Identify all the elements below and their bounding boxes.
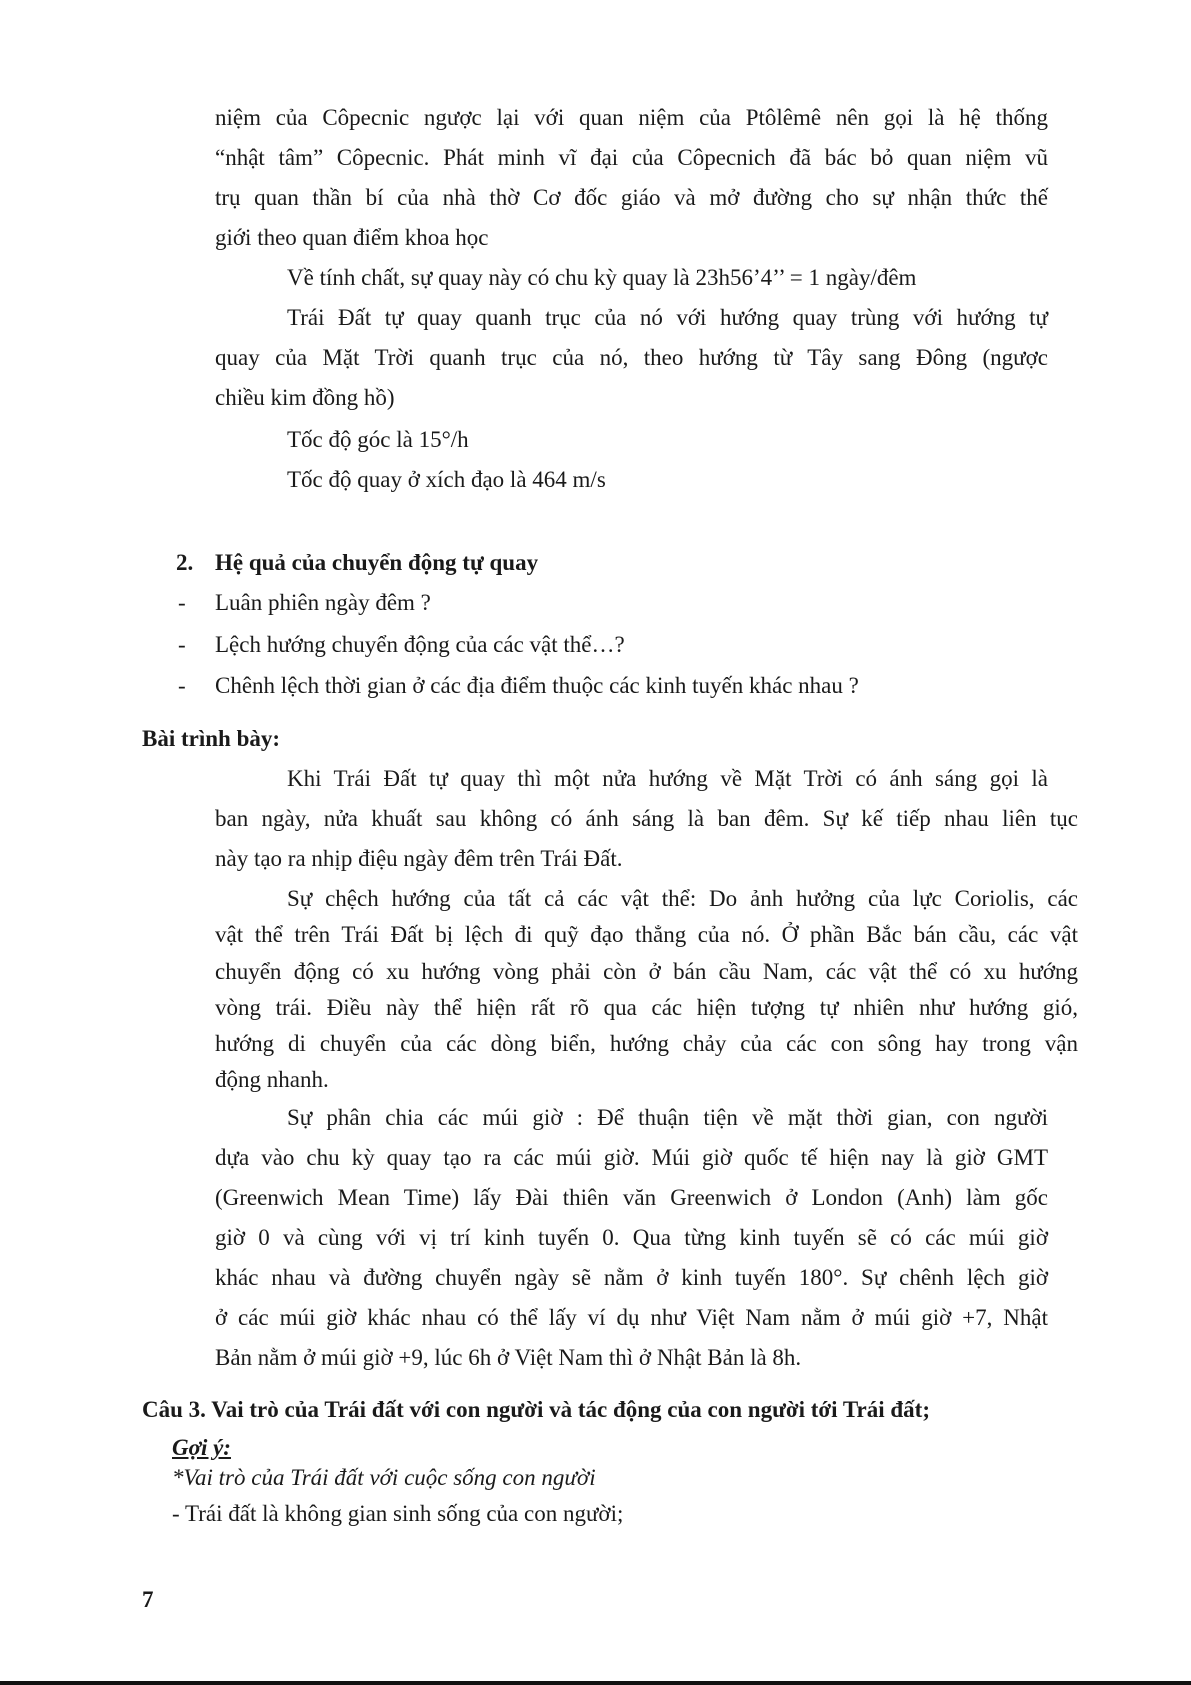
text-line: vật thể trên Trái Đất bị lệch đi quỹ đạo thẳng của nó. Ở phần Bắc bán cầu, các vật bbox=[215, 922, 1078, 947]
text-line: niệm của Côpecnic ngược lại với quan niệm của Ptôlêmê nên gọi là hệ thống bbox=[215, 105, 1048, 130]
text-line: này tạo ra nhịp điệu ngày đêm trên Trái Đất. bbox=[215, 846, 623, 871]
role-heading: *Vai trò của Trái đất với cuộc sống con người bbox=[172, 1465, 596, 1490]
text-line: Bản nằm ở múi giờ +9, lúc 6h ở Việt Nam thì ở Nhật Bản là 8h. bbox=[215, 1345, 802, 1370]
text-line: động nhanh. bbox=[215, 1067, 329, 1092]
text-line: quay của Mặt Trời quanh trục của nó, theo hướng từ Tây sang Đông (ngược bbox=[215, 345, 1048, 370]
text-line: dựa vào chu kỳ quay tạo ra các múi giờ. Múi giờ quốc tế hiện nay là giờ GMT bbox=[215, 1145, 1048, 1170]
text-line: trụ quan thần bí của nhà thờ Cơ đốc giáo và mở đường cho sự nhận thức thế bbox=[215, 185, 1048, 210]
presentation-heading: Bài trình bày: bbox=[142, 726, 281, 751]
question-3-heading: Câu 3. Vai trò của Trái đất với con người và tác động của con người tới Trái đất; bbox=[142, 1397, 930, 1422]
text-line: (Greenwich Mean Time) lấy Đài thiên văn Greenwich ở London (Anh) làm gốc bbox=[215, 1185, 1048, 1210]
hint-label: Gợi ý: bbox=[172, 1435, 231, 1460]
text-line: vòng trái. Điều này thể hiện rất rõ qua các hiện tượng tự nhiên như hướng gió, bbox=[215, 995, 1078, 1020]
text-line: giờ 0 và cùng với vị trí kinh tuyến 0. Qua từng kinh tuyến sẽ có các múi giờ bbox=[215, 1225, 1048, 1250]
text-line: Trái Đất tự quay quanh trục của nó với hướng quay trùng với hướng tự bbox=[287, 305, 1048, 330]
role-point: - Trái đất là không gian sinh sống của con người; bbox=[172, 1501, 624, 1526]
list-item: Lệch hướng chuyển động của các vật thể…? bbox=[215, 632, 625, 657]
text-line: hướng di chuyển của các dòng biển, hướng chảy của các con sông hay trong vận bbox=[215, 1031, 1078, 1056]
text-line: Sự chệch hướng của tất cả các vật thể: Do ảnh hưởng của lực Coriolis, các bbox=[287, 886, 1078, 911]
page-number: 7 bbox=[142, 1587, 154, 1612]
text-line: Sự phân chia các múi giờ : Để thuận tiện về mặt thời gian, con người bbox=[287, 1105, 1048, 1130]
angular-speed-line: Tốc độ góc là 15°/h bbox=[287, 427, 469, 452]
bottom-border bbox=[0, 1681, 1191, 1685]
section-number: 2. bbox=[176, 550, 194, 575]
text-line: “nhật tâm” Côpecnic. Phát minh vĩ đại của Côpecnich đã bác bỏ quan niệm vũ bbox=[215, 145, 1048, 170]
list-item: Chênh lệch thời gian ở các địa điểm thuộc các kinh tuyến khác nhau ? bbox=[215, 673, 859, 698]
section-title: Hệ quả của chuyển động tự quay bbox=[215, 550, 539, 575]
text-line: khác nhau và đường chuyển ngày sẽ nằm ở kinh tuyến 180°. Sự chênh lệch giờ bbox=[215, 1265, 1048, 1290]
text-line: chiều kim đồng hồ) bbox=[215, 385, 395, 410]
rotation-period-line: Về tính chất, sự quay này có chu kỳ quay là 23h56’4’’ = 1 ngày/đêm bbox=[287, 265, 917, 290]
equator-speed-line: Tốc độ quay ở xích đạo là 464 m/s bbox=[287, 467, 606, 492]
bullet-marker: - bbox=[178, 590, 186, 615]
text-line: giới theo quan điểm khoa học bbox=[215, 225, 489, 250]
text-line: ban ngày, nửa khuất sau không có ánh sáng là ban đêm. Sự kế tiếp nhau liên tục bbox=[215, 806, 1078, 831]
bullet-marker: - bbox=[178, 632, 186, 657]
text-line: Khi Trái Đất tự quay thì một nửa hướng về Mặt Trời có ánh sáng gọi là bbox=[287, 766, 1048, 791]
bullet-marker: - bbox=[178, 673, 186, 698]
list-item: Luân phiên ngày đêm ? bbox=[215, 590, 431, 615]
text-line: ở các múi giờ khác nhau có thể lấy ví dụ như Việt Nam nằm ở múi giờ +7, Nhật bbox=[215, 1305, 1048, 1330]
text-line: chuyển động có xu hướng vòng phải còn ở bán cầu Nam, các vật thể có xu hướng bbox=[215, 959, 1078, 984]
